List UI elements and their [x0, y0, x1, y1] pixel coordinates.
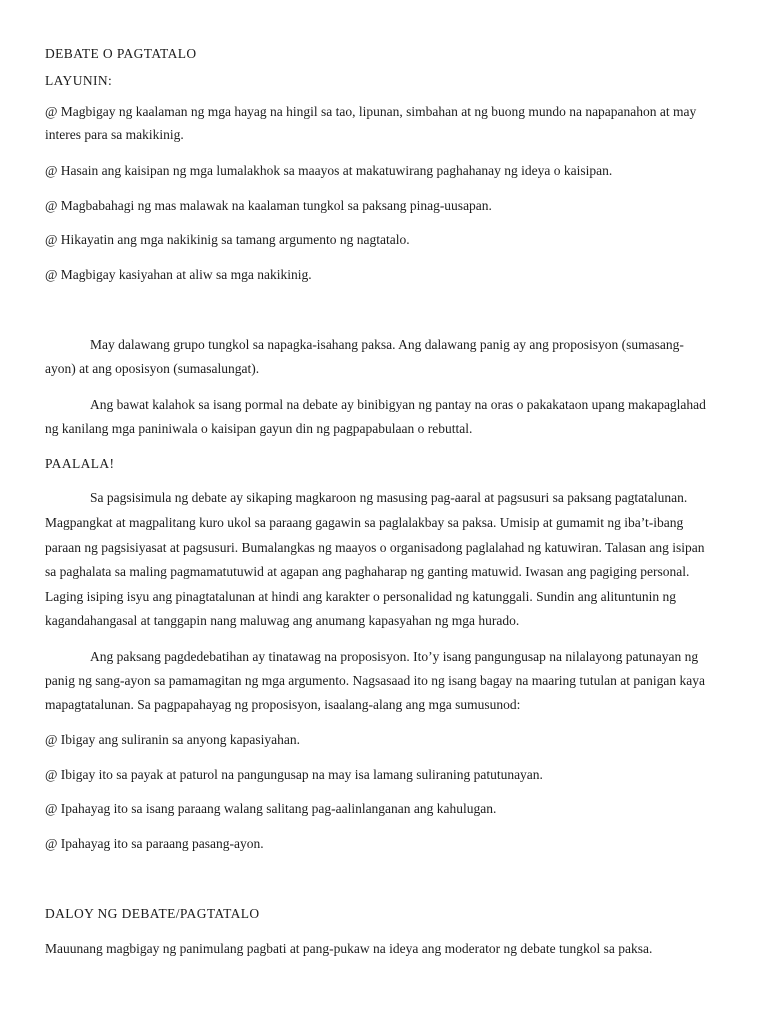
document-title: DEBATE O PAGTATALO: [45, 46, 197, 61]
objective-5: @ Magbigay kasiyahan at aliw sa mga nakikinig.: [45, 267, 312, 282]
guideline-1: @ Ibigay ang suliranin sa anyong kapasiyahan.: [45, 732, 300, 747]
paalala-paragraph-1-line-2: Magpangkat at magpalitang kuro ukol sa paraang gagawin sa paglalakbay sa paksa. Umisip at gumamit ng iba’t-ibang: [45, 515, 684, 530]
paalala-paragraph-2-line-2: panig ng sang-ayon sa pamamagitan ng mga argumento. Nagsasaad ito ng isang bagay na maaring tutulan at panigan kaya: [45, 673, 705, 688]
layunin-heading: LAYUNIN:: [45, 73, 113, 88]
objective-2: @ Hasain ang kaisipan ng mga lumalakhok sa maayos at makatuwirang paghahanay ng ideya o kaisipan.: [45, 163, 613, 178]
paalala-paragraph-2-line-3: mapagtatalunan. Sa pagpapahayag ng proposisyon, isaalang-alang ang mga sumusunod:: [45, 697, 521, 712]
paalala-paragraph-1-line-6: kagandahangasal at tanggapin nang maluwag ang anumang kapasyahan ng mga hurado.: [45, 613, 520, 628]
paalala-paragraph-1-line-4: sa paghalata sa maling pagmamatutuwid at agapan ang paghaharap ng ganting matuwid. Iwasan ang pagiging personal.: [45, 564, 690, 579]
paalala-paragraph-1-line-5: Laging isiping isyu ang pinagtatalunan at hindi ang karakter o personalidad ng katunggali. Sundin ang alituntunin ng: [45, 589, 676, 604]
intro-paragraph-1-line-2: ayon) at ang oposisyon (sumasalungat).: [45, 361, 260, 376]
paalala-paragraph-1-line-3: paraan ng pagsisiyasat at pagsusuri. Bumalangkas ng maayos o organisadong paglalahad ng katuwiran. Talasan ang isipan: [45, 540, 705, 555]
guideline-4: @ Ipahayag ito sa paraang pasang-ayon.: [45, 836, 264, 851]
paalala-paragraph-1-line-1: Sa pagsisimula ng debate ay sikaping magkaroon ng masusing pag-aaral at pagsusuri sa paksang pagtatalunan.: [90, 490, 688, 505]
objective-1-line-2: interes para sa makikinig.: [45, 127, 184, 142]
objective-1-line-1: @ Magbigay ng kaalaman ng mga hayag na hingil sa tao, lipunan, simbahan at ng buong mundo na napapanahon at may: [45, 104, 697, 119]
objective-4: @ Hikayatin ang mga nakikinig sa tamang argumento ng nagtatalo.: [45, 232, 410, 247]
intro-paragraph-2-line-1: Ang bawat kalahok sa isang pormal na debate ay binibigyan ng pantay na oras o pakakataon upang makapaglahad: [90, 397, 706, 412]
intro-paragraph-1-line-1: May dalawang grupo tungkol sa napagka-isahang paksa. Ang dalawang panig ay ang proposisyon (sumasang-: [90, 337, 684, 352]
paalala-heading: PAALALA!: [45, 456, 115, 471]
paalala-paragraph-2-line-1: Ang paksang pagdedebatihan ay tinatawag na proposisyon. Ito’y isang pangungusap na nilalayong patunayan ng: [90, 649, 699, 664]
objective-3: @ Magbabahagi ng mas malawak na kaalaman tungkol sa paksang pinag-uusapan.: [45, 198, 492, 213]
guideline-2: @ Ibigay ito sa payak at paturol na pangungusap na may isa lamang suliraning patutunayan.: [45, 767, 543, 782]
guideline-3: @ Ipahayag ito sa isang paraang walang salitang pag-aalinlanganan ang kahulugan.: [45, 801, 497, 816]
daloy-paragraph: Mauunang magbigay ng panimulang pagbati at pang-pukaw na ideya ang moderator ng debate tungkol sa paksa.: [45, 941, 653, 956]
daloy-heading: DALOY NG DEBATE/PAGTATALO: [45, 906, 260, 921]
intro-paragraph-2-line-2: ng kanilang mga paniniwala o kaisipan gayun din ng pagpapabulaan o rebuttal.: [45, 421, 473, 436]
